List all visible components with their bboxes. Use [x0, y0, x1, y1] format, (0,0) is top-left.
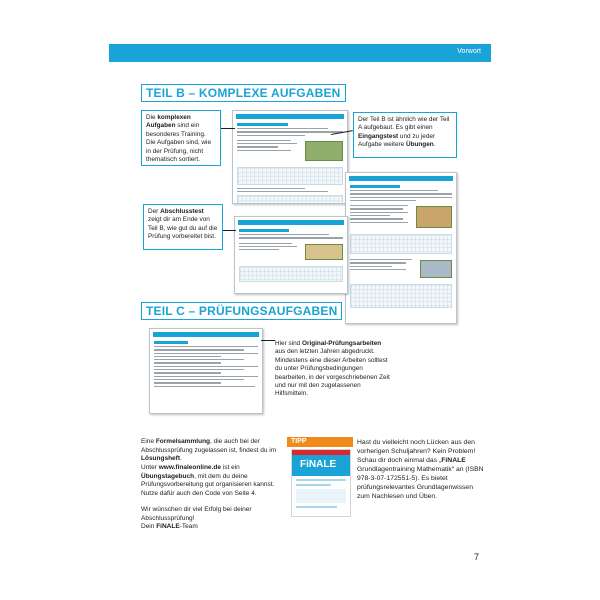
wishes-paragraph: Wir wünschen dir viel Erfolg bei deiner Abschlussprüfung!: [141, 506, 252, 522]
thumbnail-pruefungsaufgaben: [149, 328, 263, 414]
callout-komplexe-aufgaben: Die komplexen Aufgaben sind ein besonderes Training. Die Aufgaben sind, wie in der Prüfung, nicht thematisch sortiert.: [141, 110, 221, 166]
tip-box: [287, 437, 485, 518]
thumbnail-uebungen: [345, 172, 457, 324]
header-label: Vorwort: [457, 48, 481, 55]
uebungstagebuch-paragraph: Unter www.finaleonline.de ist ein Übungstagebuch, mit dem du deine Prüfungsvorbereitung gut organisieren kannst. Nutze dafür auch den Code von Seite 4.: [141, 464, 275, 497]
thumbnail-eingangstest: [232, 110, 348, 204]
connector-abschlusstest: [223, 230, 236, 231]
thumbnail-abschlusstest: [234, 216, 348, 294]
callout-abschlusstest: Der Abschlusstest zeigt dir am Ende von Teil B, wie gut du auf die Prüfung vorbereitet bist.: [143, 204, 223, 250]
tip-text: Hast du vielleicht noch Lücken aus den vorherigen Schuljahren? Kein Problem! Schau dir doch einmal das „FiNALE Grundlagentraining Mathematik“ an (ISBN 978-3-07-172551-5). Es bietet prüfungsrelevantes Grundlagenwissen zum Nachlesen und Üben.: [357, 439, 484, 500]
section-heading-teil-b: TEIL B – KOMPLEXE AUFGABEN: [141, 84, 346, 102]
signature: Dein FiNALE-Team: [141, 523, 198, 530]
document-page: [109, 44, 491, 584]
callout-eingangstest: Der Teil B ist ähnlich wie der Teil A aufgebaut. Es gibt einen Eingangstest und zu jeder Aufgabe weitere Übungen.: [353, 112, 457, 158]
callout-original-pruefungsarbeiten: Hier sind Original-Prüfungsarbeiten aus den letzten Jahren abgedruckt. Mindestens eine dieser Arbeiten solltest du unter Prüfungsbedingungen bearbeiten, in der vorgeschriebenen Zeit und nur mit den zugelassenen Hilfsmitteln.: [273, 338, 393, 412]
book-cover-image: [291, 449, 351, 517]
connector-komplex: [221, 128, 235, 129]
formelsammlung-paragraph: Eine Formelsammlung, die auch bei der Abschlussprüfung zugelassen ist, findest du im Lösungsheft.: [141, 438, 277, 462]
tip-label: TIPP: [287, 437, 353, 447]
connector-original: [261, 340, 275, 341]
header-bar: [109, 44, 491, 62]
page-number: 7: [473, 552, 479, 562]
cover-logo: FiNALE: [300, 459, 337, 470]
finaleonline-link[interactable]: www.finaleonline.de: [158, 464, 221, 471]
section-heading-teil-c: TEIL C – PRÜFUNGSAUFGABEN: [141, 302, 342, 320]
